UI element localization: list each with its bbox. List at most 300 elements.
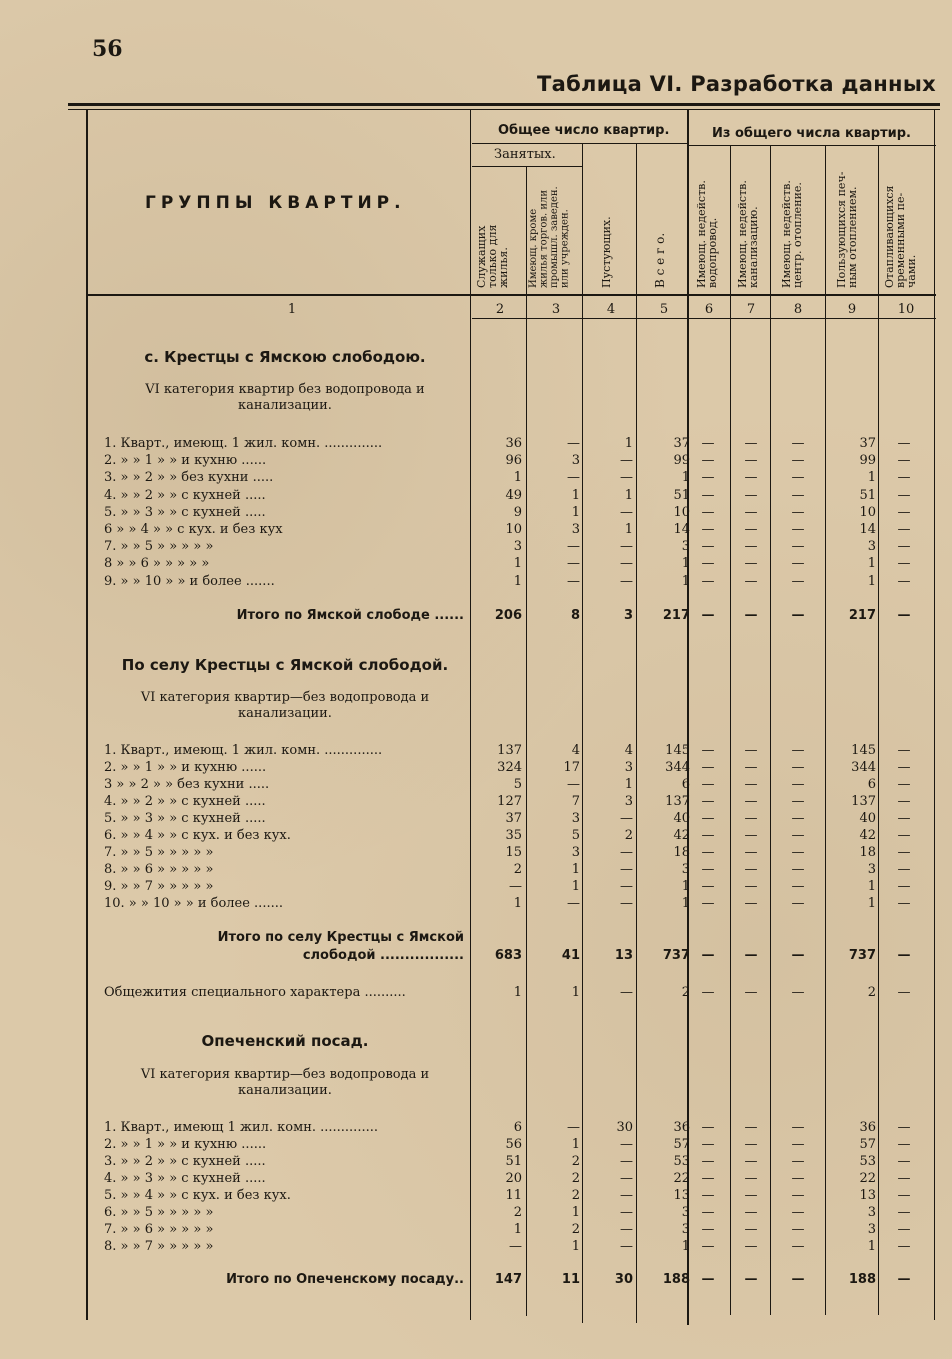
cell-col-4: — — [620, 539, 633, 554]
cell-col-6: — — [701, 556, 715, 571]
table-row — [0, 777, 952, 794]
cell-col-9: 344 — [851, 760, 876, 775]
row-label: 1. Кварт., имеющ. 1 жил. комн. .............. — [104, 436, 383, 451]
row-label: 8. » » 6 » » » » » — [104, 862, 214, 877]
cell-col-10: — — [897, 1188, 911, 1203]
cell-col-9: 57 — [859, 1137, 876, 1152]
cell-col-8: — — [791, 1137, 805, 1152]
cell-col-10: — — [897, 1205, 911, 1220]
cell-col-9: 1 — [867, 574, 876, 589]
cell-col-8: — — [791, 828, 805, 843]
row-label: 6. » » 5 » » » » » — [104, 1205, 214, 1220]
cell-col-3: — — [567, 436, 580, 451]
cell-col-6: — — [701, 574, 715, 589]
table-row — [0, 436, 952, 453]
col-header-4: Пустующих. — [600, 216, 613, 288]
cell-col-10: — — [897, 1171, 911, 1186]
cell-col-10: — — [897, 879, 911, 894]
table-row — [0, 453, 952, 470]
cell-col-4: — — [620, 1154, 633, 1169]
cell-col-2: 1 — [513, 985, 522, 1000]
col-header-3: Имеющ. кроме жилья торгов. или промышл. заведен. или учрежден. — [528, 186, 571, 288]
cell-col-3: 3 — [571, 522, 580, 537]
cell-col-9: 1 — [867, 556, 876, 571]
total-apartments-header: Общее число квартир. — [498, 123, 670, 138]
col-header-9: Пользующихся печ- ным отоплением. — [835, 171, 859, 288]
cell-col-9: 3 — [867, 862, 876, 877]
cell-col-3: — — [567, 574, 580, 589]
row-label: 9. » » 10 » » и более ....... — [104, 574, 275, 589]
cell-col-10: — — [897, 608, 911, 623]
cell-col-4: — — [620, 505, 633, 520]
table-row — [0, 574, 952, 591]
cell-col-4: — — [620, 1239, 633, 1254]
section-title: Опеченский посад. — [201, 1032, 369, 1050]
cell-col-5: 99 — [673, 453, 690, 468]
cell-col-5: 3 — [681, 539, 690, 554]
cell-col-2: 36 — [505, 436, 522, 451]
cell-col-7: — — [744, 1154, 758, 1169]
cell-col-2: 683 — [494, 948, 522, 963]
cell-col-2: 3 — [513, 539, 522, 554]
cell-col-3: 1 — [571, 1137, 580, 1152]
cell-col-5: 3 — [681, 862, 690, 877]
cell-col-10: — — [897, 505, 911, 520]
cell-col-5: 1 — [681, 879, 690, 894]
col-number-1: 1 — [287, 302, 297, 317]
cell-col-2: 6 — [513, 1120, 522, 1135]
cell-col-8: — — [791, 985, 805, 1000]
cell-col-8: — — [791, 1154, 805, 1169]
cell-col-8: — — [791, 556, 805, 571]
table-row — [0, 1239, 952, 1256]
cell-col-6: — — [701, 1222, 715, 1237]
col-number-8: 8 — [793, 302, 803, 317]
cell-col-6: — — [701, 1137, 715, 1152]
cell-col-3: 2 — [571, 1188, 580, 1203]
cell-col-5: 53 — [673, 1154, 690, 1169]
cell-col-6: — — [701, 1171, 715, 1186]
cell-col-3: 11 — [561, 1272, 580, 1287]
cell-col-7: — — [744, 574, 758, 589]
cell-col-7: — — [744, 488, 758, 503]
cell-col-4: 13 — [614, 948, 633, 963]
col-header-2: Служащих только для жилья. — [475, 224, 510, 288]
col-number-5: 5 — [659, 302, 669, 317]
cell-col-2: 1 — [513, 574, 522, 589]
cell-col-10: — — [897, 1120, 911, 1135]
cell-col-4: — — [620, 470, 633, 485]
row-label: 4. » » 2 » » с кухней ..... — [104, 488, 266, 503]
cell-col-10: — — [897, 1222, 911, 1237]
total-row — [0, 1272, 952, 1289]
section-subtitle: VI категория квартир—без водопровода и канализации. — [140, 1067, 430, 1098]
cell-col-5: 217 — [662, 608, 690, 623]
cell-col-9: 14 — [859, 522, 876, 537]
cell-col-2: 206 — [494, 608, 522, 623]
cell-col-3: 41 — [561, 948, 580, 963]
top-rule-thin — [68, 109, 940, 110]
cell-col-3: 7 — [571, 794, 580, 809]
cell-col-8: — — [791, 574, 805, 589]
total-label: Итого по Ямской слободе ...... — [236, 608, 464, 623]
total-row — [0, 948, 952, 965]
cell-col-8: — — [791, 1120, 805, 1135]
cell-col-3: 1 — [571, 505, 580, 520]
cell-col-3: — — [567, 556, 580, 571]
cell-col-8: — — [791, 1205, 805, 1220]
cell-col-3: 1 — [571, 1205, 580, 1220]
cell-col-4: — — [620, 862, 633, 877]
total-label: Итого по селу Крестцы с Ямской — [217, 930, 464, 945]
cell-col-8: — — [791, 522, 805, 537]
cell-col-7: — — [744, 1272, 758, 1287]
cell-col-2: 2 — [513, 1205, 522, 1220]
header-bottom-rule — [88, 294, 936, 296]
cell-col-4: 30 — [614, 1272, 633, 1287]
cell-col-5: 18 — [673, 845, 690, 860]
cell-col-10: — — [897, 948, 911, 963]
cell-col-7: — — [744, 1171, 758, 1186]
cell-col-10: — — [897, 470, 911, 485]
cell-col-8: — — [791, 436, 805, 451]
cell-col-2: 5 — [513, 777, 522, 792]
cell-col-10: — — [897, 862, 911, 877]
cell-col-5: 1 — [681, 1239, 690, 1254]
cell-col-2: 1 — [513, 1222, 522, 1237]
cell-col-9: 3 — [867, 1205, 876, 1220]
cell-col-3: 1 — [571, 488, 580, 503]
cell-col-8: — — [791, 845, 805, 860]
cell-col-3: 3 — [571, 453, 580, 468]
cell-col-7: — — [744, 522, 758, 537]
cell-col-2: 147 — [494, 1272, 522, 1287]
cell-col-10: — — [897, 574, 911, 589]
cell-col-5: 14 — [673, 522, 690, 537]
cell-col-10: — — [897, 896, 911, 911]
cell-col-2: 10 — [505, 522, 522, 537]
cell-col-8: — — [791, 879, 805, 894]
cell-col-7: — — [744, 879, 758, 894]
cell-col-2: 1 — [513, 556, 522, 571]
cell-col-6: — — [701, 948, 715, 963]
cell-col-8: — — [791, 896, 805, 911]
cell-col-7: — — [744, 1205, 758, 1220]
cell-col-4: — — [620, 1137, 633, 1152]
row-label: 4. » » 3 » » с кухней ..... — [104, 1171, 266, 1186]
cell-col-2: 9 — [513, 505, 522, 520]
cell-col-2: 15 — [505, 845, 522, 860]
row-label: 3. » » 2 » » с кухней ..... — [104, 1154, 266, 1169]
cell-col-3: — — [567, 470, 580, 485]
cell-col-5: 3 — [681, 1205, 690, 1220]
cell-col-5: 13 — [673, 1188, 690, 1203]
cell-col-9: 145 — [851, 743, 876, 758]
col-number-10: 10 — [897, 302, 915, 317]
cell-col-2: 324 — [497, 760, 522, 775]
table-row — [0, 1137, 952, 1154]
row-label: 2. » » 1 » » и кухню ...... — [104, 760, 267, 775]
page-number: 56 — [92, 36, 123, 62]
table-row — [0, 985, 952, 1002]
cell-col-8: — — [791, 1222, 805, 1237]
cell-col-5: 22 — [673, 1171, 690, 1186]
occupied-header: Занятых. — [494, 147, 556, 162]
cell-col-5: 1 — [681, 470, 690, 485]
cell-col-7: — — [744, 556, 758, 571]
cell-col-6: — — [701, 522, 715, 537]
cell-col-4: 1 — [624, 488, 633, 503]
cell-col-10: — — [897, 777, 911, 792]
cell-col-3: 5 — [571, 828, 580, 843]
cell-col-6: — — [701, 470, 715, 485]
cell-col-2: 137 — [497, 743, 522, 758]
cell-col-7: — — [744, 1239, 758, 1254]
cell-col-9: 3 — [867, 539, 876, 554]
cell-col-7: — — [744, 948, 758, 963]
cell-col-6: — — [701, 488, 715, 503]
cell-col-8: — — [791, 794, 805, 809]
cell-col-10: — — [897, 985, 911, 1000]
table-row — [0, 522, 952, 539]
cell-col-7: — — [744, 1222, 758, 1237]
cell-col-8: — — [791, 470, 805, 485]
cell-col-4: 4 — [624, 743, 633, 758]
cell-col-2: 96 — [505, 453, 522, 468]
top-rule — [68, 103, 940, 106]
cell-col-9: 18 — [859, 845, 876, 860]
cell-col-3: 3 — [571, 845, 580, 860]
row-label: 1. Кварт., имеющ 1 жил. комн. .............. — [104, 1120, 378, 1135]
cell-col-10: — — [897, 436, 911, 451]
cell-col-2: — — [509, 1239, 522, 1254]
cell-col-5: 51 — [673, 488, 690, 503]
table-row — [0, 794, 952, 811]
cell-col-3: — — [567, 777, 580, 792]
table-row — [0, 1154, 952, 1171]
row-label: 3. » » 2 » » без кухни ..... — [104, 470, 274, 485]
subset-header-rule — [689, 145, 936, 146]
cell-col-7: — — [744, 760, 758, 775]
cell-col-6: — — [701, 794, 715, 809]
cell-col-5: 40 — [673, 811, 690, 826]
row-label: 4. » » 2 » » с кухней ..... — [104, 794, 266, 809]
col-header-6: Имеющ. недейств. водопровод. — [695, 180, 719, 288]
cell-col-9: 13 — [859, 1188, 876, 1203]
cell-col-5: 6 — [681, 777, 690, 792]
cell-col-9: 37 — [859, 436, 876, 451]
cell-col-10: — — [897, 794, 911, 809]
total-header-rule — [472, 143, 687, 144]
table-row — [0, 556, 952, 573]
cell-col-3: 2 — [571, 1222, 580, 1237]
cell-col-3: 4 — [571, 743, 580, 758]
cell-col-6: — — [701, 743, 715, 758]
cell-col-7: — — [744, 794, 758, 809]
cell-col-5: 145 — [665, 743, 690, 758]
cell-col-6: — — [701, 1154, 715, 1169]
cell-col-9: 22 — [859, 1171, 876, 1186]
table-row — [0, 539, 952, 556]
row-label: 2. » » 1 » » и кухню ...... — [104, 453, 267, 468]
cell-col-8: — — [791, 760, 805, 775]
cell-col-7: — — [744, 436, 758, 451]
cell-col-8: — — [791, 862, 805, 877]
cell-col-10: — — [897, 811, 911, 826]
cell-col-5: 1 — [681, 556, 690, 571]
cell-col-5: 42 — [673, 828, 690, 843]
cell-col-5: 10 — [673, 505, 690, 520]
row-label: 8. » » 7 » » » » » — [104, 1239, 214, 1254]
cell-col-6: — — [701, 760, 715, 775]
cell-col-4: 30 — [616, 1120, 633, 1135]
cell-col-4: — — [620, 453, 633, 468]
cell-col-2: 49 — [505, 488, 522, 503]
col-header-10: Отапливающихся временными пе- чами. — [883, 185, 918, 288]
cell-col-9: 137 — [851, 794, 876, 809]
cell-col-8: — — [791, 1239, 805, 1254]
cell-col-10: — — [897, 453, 911, 468]
cell-col-7: — — [744, 743, 758, 758]
col-number-2: 2 — [495, 302, 505, 317]
cell-col-9: 2 — [867, 985, 876, 1000]
cell-col-8: — — [791, 777, 805, 792]
cell-col-10: — — [897, 1272, 911, 1287]
cell-col-10: — — [897, 1154, 911, 1169]
row-label: 5. » » 3 » » с кухней ..... — [104, 505, 266, 520]
cell-col-5: 37 — [673, 436, 690, 451]
cell-col-4: — — [620, 556, 633, 571]
col-header-8: Имеющ. недейств. центр. отопление. — [780, 180, 804, 288]
row-label: 7. » » 5 » » » » » — [104, 539, 214, 554]
table-row — [0, 488, 952, 505]
cell-col-10: — — [897, 1239, 911, 1254]
cell-col-6: — — [701, 879, 715, 894]
occupied-header-rule — [472, 166, 582, 167]
cell-col-7: — — [744, 1188, 758, 1203]
row-label: 6 » » 4 » » с кух. и без кух — [104, 522, 283, 537]
cell-col-6: — — [701, 1120, 715, 1135]
table-row — [0, 896, 952, 913]
cell-col-10: — — [897, 488, 911, 503]
cell-col-4: — — [620, 1188, 633, 1203]
row-label: 1. Кварт., имеющ. 1 жил. комн. .............. — [104, 743, 383, 758]
cell-col-4: 3 — [624, 794, 633, 809]
cell-col-6: — — [701, 1205, 715, 1220]
cell-col-5: 1 — [681, 574, 690, 589]
col-number-7: 7 — [746, 302, 756, 317]
cell-col-4: — — [620, 879, 633, 894]
table-row — [0, 828, 952, 845]
cell-col-3: — — [567, 896, 580, 911]
cell-col-4: — — [620, 574, 633, 589]
table-row — [0, 845, 952, 862]
cell-col-5: 737 — [662, 948, 690, 963]
table-row — [0, 505, 952, 522]
cell-col-10: — — [897, 1137, 911, 1152]
row-label: 7. » » 5 » » » » » — [104, 845, 214, 860]
section-subtitle: VI категория квартир без водопровода и канализации. — [145, 382, 425, 413]
table-row — [0, 879, 952, 896]
cell-col-4: — — [620, 1222, 633, 1237]
cell-col-7: — — [744, 470, 758, 485]
cell-col-5: 36 — [673, 1120, 690, 1135]
cell-col-9: 99 — [859, 453, 876, 468]
cell-col-7: — — [744, 985, 758, 1000]
table-row — [0, 1205, 952, 1222]
cell-col-8: — — [791, 608, 805, 623]
cell-col-7: — — [744, 1120, 758, 1135]
cell-col-3: 1 — [571, 879, 580, 894]
cell-col-5: 188 — [662, 1272, 690, 1287]
cell-col-7: — — [744, 862, 758, 877]
cell-col-7: — — [744, 608, 758, 623]
cell-col-4: — — [620, 1171, 633, 1186]
cell-col-7: — — [744, 539, 758, 554]
row-label: Общежития специального характера .......... — [104, 985, 406, 1000]
cell-col-6: — — [701, 453, 715, 468]
cell-col-8: — — [791, 743, 805, 758]
cell-col-9: 51 — [859, 488, 876, 503]
cell-col-7: — — [744, 1137, 758, 1152]
table-row — [0, 1188, 952, 1205]
cell-col-10: — — [897, 539, 911, 554]
cell-col-2: 51 — [505, 1154, 522, 1169]
cell-col-6: — — [701, 1188, 715, 1203]
cell-col-9: 1 — [867, 1239, 876, 1254]
cell-col-4: — — [620, 811, 633, 826]
cell-col-5: 2 — [681, 985, 690, 1000]
cell-col-8: — — [791, 453, 805, 468]
cell-col-2: 127 — [497, 794, 522, 809]
cell-col-4: 3 — [624, 760, 633, 775]
cell-col-6: — — [701, 985, 715, 1000]
subset-apartments-header: Из общего числа квартир. — [712, 126, 911, 141]
row-label: 3 » » 2 » » без кухни ..... — [104, 777, 270, 792]
row-label: 9. » » 7 » » » » » — [104, 879, 214, 894]
cell-col-6: — — [701, 777, 715, 792]
cell-col-8: — — [791, 488, 805, 503]
cell-col-6: — — [701, 1272, 715, 1287]
cell-col-4: 3 — [623, 608, 633, 623]
cell-col-7: — — [744, 828, 758, 843]
section-title: По селу Крестцы с Ямской слободой. — [121, 656, 449, 674]
cell-col-3: 17 — [563, 760, 580, 775]
cell-col-7: — — [744, 453, 758, 468]
cell-col-8: — — [791, 811, 805, 826]
table-row — [0, 1222, 952, 1239]
col-number-9: 9 — [847, 302, 857, 317]
cell-col-2: — — [509, 879, 522, 894]
cell-col-3: 2 — [571, 1154, 580, 1169]
cell-col-7: — — [744, 896, 758, 911]
total-row — [0, 608, 952, 625]
cell-col-9: 40 — [859, 811, 876, 826]
cell-col-10: — — [897, 743, 911, 758]
cell-col-3: 2 — [571, 1171, 580, 1186]
total-label: слободой ................. — [302, 948, 464, 963]
cell-col-7: — — [744, 845, 758, 860]
cell-col-9: 188 — [848, 1272, 876, 1287]
table-row — [0, 760, 952, 777]
cell-col-10: — — [897, 522, 911, 537]
col-number-4: 4 — [606, 302, 616, 317]
cell-col-6: — — [701, 845, 715, 860]
table-row — [0, 811, 952, 828]
cell-col-6: — — [701, 505, 715, 520]
row-label: 2. » » 1 » » и кухню ...... — [104, 1137, 267, 1152]
cell-col-6: — — [701, 828, 715, 843]
